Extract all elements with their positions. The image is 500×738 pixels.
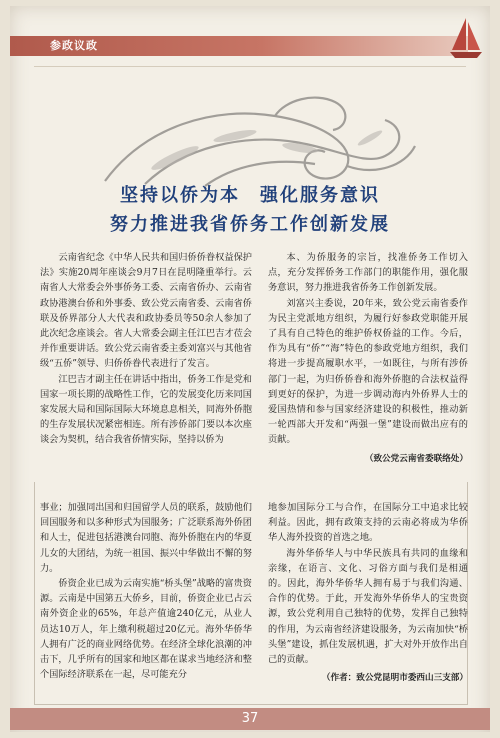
section-label: 参政议政 xyxy=(50,39,98,52)
article-part1-column-right xyxy=(268,250,468,467)
article-part2-column-left xyxy=(40,500,252,682)
paragraph: 事业；加强同出国和归国留学人员的联系，鼓励他们回国服务和以多种形式为国服务；广泛联系海外侨团和人士，促进包括港澳台同胞、海外侨胞在内的华夏儿女的大团结，为统一祖国、振兴中华做出不懈的努力。 xyxy=(40,502,252,574)
page-number: 37 xyxy=(10,708,490,730)
article-part2-column-right xyxy=(268,500,468,686)
paragraph: 地参加国际分工与合作，在国际分工中追求比较利益。因此，拥有政策支持的云南必将成为华侨华人海外投资的首选之地。 xyxy=(268,502,468,544)
magazine-page xyxy=(10,6,490,732)
article-part1-column-left xyxy=(40,250,252,448)
decorative-swirl-ornament xyxy=(85,86,425,196)
article-title-line-2: 努力推进我省侨务工作创新发展 xyxy=(110,214,390,235)
sailboat-icon xyxy=(448,16,484,62)
paragraph: 海外华侨华人与中华民族具有共同的血缘和亲缘，在语言、文化、习俗方面与我们是相通的。因此，海外华侨华人拥有易于与我们沟通、合作的优势。于此，开发海外华侨华人的宝贵资源，致公党利用自己独特的优势，发挥自己独特的作用，为云南省经济建设服务，为云南加快“桥头堡”建设，抓住发展机遇，扩大对外开放作出自己的贡献。 xyxy=(268,547,468,666)
article-part2-author: （作者：致公党昆明市委西山三支部） xyxy=(321,673,468,684)
paragraph: 本、为侨服务的宗旨，找准侨务工作切入点，充分发挥侨务工作部门的职能作用，强化服务意识，努力推进我省侨务工作创新发展。 xyxy=(268,252,468,294)
paragraph: 刘富兴主委说，20年来，致公党云南省委作为民主党派地方组织，为履行好参政党职能开展了具有自己特色的维护侨权侨益的工作。今后，作为具有“侨”“海”特色的参政党地方组织，我们将进一步提高履职水平，一如既往，与所有涉侨部门一起，为归侨侨眷和海外侨胞的合法权益得到更好的保护，为进一步调动海内外侨界人士的爱国热情和参与国家经济建设的积极性，推动新一轮西部大开发和“两强一堡”建设而做出应有的贡献。 xyxy=(268,297,468,446)
paragraph: 云南省纪念《中华人民共和国归侨侨眷权益保护法》实施20周年座谈会9月7日在昆明隆重举行。云南省人大常委会外事侨务工委、云南省侨办、云南省政协港澳台侨和外事委、致公党云南省委、云南省侨联及侨界部分人大代表和政协委员等50余人参加了此次纪念座谈会。省人大常委会副主任江巴吉才莅会并作重要讲话。致公党云南省委主委刘富兴与其他省级“五侨”领导、归侨侨眷代表进行了发言。 xyxy=(40,252,252,370)
paragraph: 侨资企业已成为云南实施“桥头堡”战略的富贵资源。云南是中国第五大侨乡，目前，侨资企业已占云南外资企业的65%，年总产值逾240亿元，从业人员达10万人，年上缴利税超过20亿元。海外华侨华人拥有广泛的商业网络优势。在经济全球化浪潮的冲击下，几乎所有的国家和地区都在谋求当地经济和整个国际经济联系在一起，尽可能充分 xyxy=(40,578,252,681)
article-title-line-1: 坚持以侨为本 强化服务意识 xyxy=(120,185,380,206)
article-part1-author: （致公党云南省委联络处） xyxy=(364,453,468,464)
paragraph: 江巴吉才副主任在讲话中指出，侨务工作是党和国家一项长期的战略性工作，它的发展变化历来同国家发展大局和国际国际大环境息息相关，同海外侨胞的生存发展状况紧密相连。所有涉侨部门要以本次座谈会为契机，结合我省侨情实际，坚持以侨为 xyxy=(40,373,252,446)
